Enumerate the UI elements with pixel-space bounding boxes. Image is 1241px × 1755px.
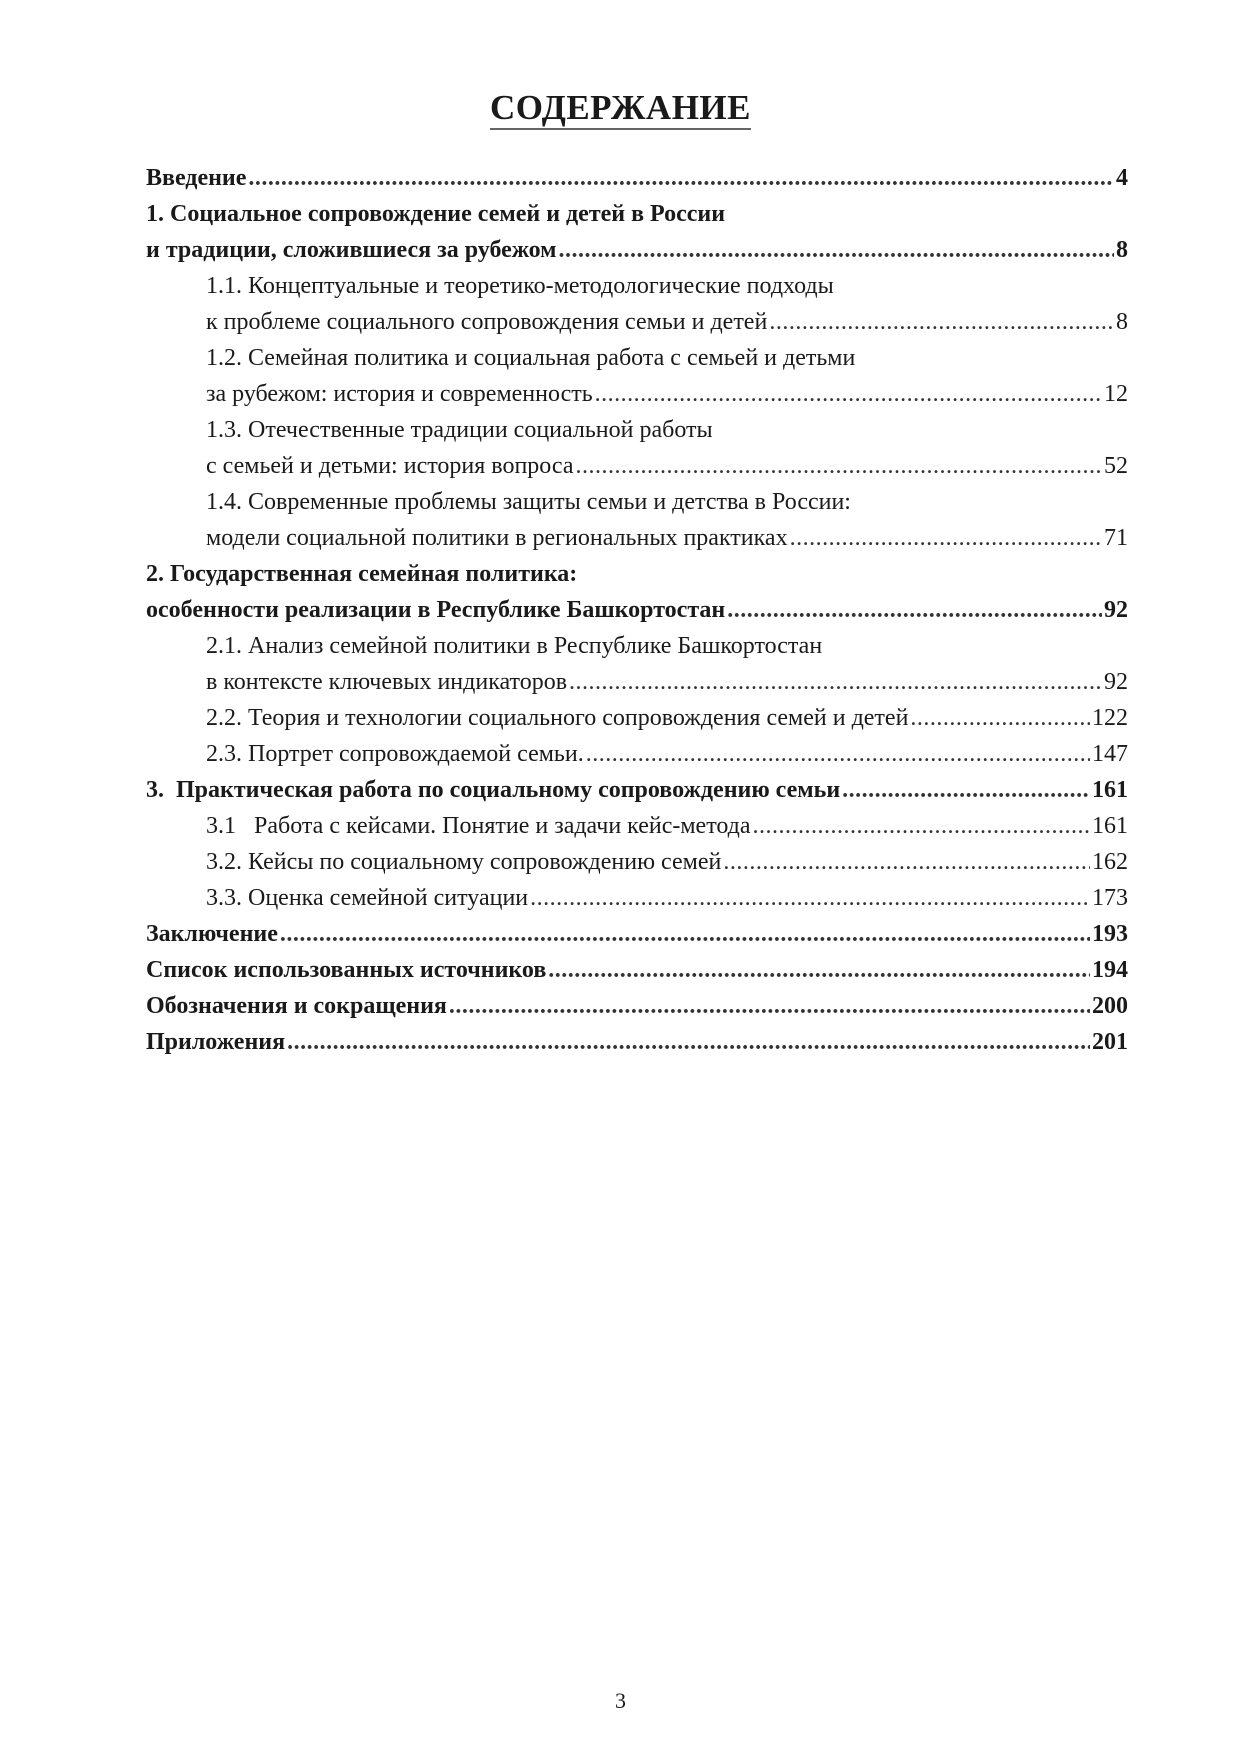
- toc-entry-conclusion[interactable]: [146, 916, 1128, 952]
- dot-leader: [548, 952, 1090, 988]
- toc-entry-title: Введение: [146, 165, 247, 191]
- toc-entry-page: 8: [1116, 309, 1128, 335]
- toc-entry-page: 147: [1092, 741, 1128, 767]
- toc-entry-title: особенности реализации в Республике Башкортостан: [146, 597, 726, 623]
- toc-section-2-1-line-2[interactable]: [146, 664, 1128, 700]
- toc-entry-title: и традиции, сложившиеся за рубежом: [146, 237, 557, 263]
- toc-entry-page: 194: [1092, 957, 1128, 983]
- toc-entry-page: 52: [1104, 453, 1128, 479]
- dot-leader: [287, 1024, 1090, 1060]
- toc-entry-title: 1.1. Концептуальные и теоретико-методологические подходы: [206, 273, 834, 299]
- dot-leader: [910, 700, 1090, 736]
- toc-section-1-4-line-1[interactable]: [146, 484, 1128, 520]
- toc-entry-title: 1. Социальное сопровождение семей и детей в России: [146, 201, 726, 227]
- toc-entry-title: 3.3. Оценка семейной ситуации: [206, 885, 529, 911]
- toc-chapter-2-line-2[interactable]: [146, 592, 1128, 628]
- toc-section-1-1-line-2[interactable]: [146, 304, 1128, 340]
- dot-leader: [842, 772, 1090, 808]
- toc-entry-page: 162: [1092, 849, 1128, 875]
- dot-leader: [280, 916, 1090, 952]
- toc-entry-title: модели социальной политики в региональных практиках: [206, 525, 788, 551]
- toc-entry-page: 173: [1092, 885, 1128, 911]
- dot-leader: [575, 448, 1102, 484]
- toc-entry-appendices[interactable]: [146, 1024, 1128, 1060]
- toc-entry-title: 3. Практическая работа по социальному сопровождению семьи: [146, 777, 841, 803]
- toc-entry-page: 201: [1092, 1029, 1128, 1055]
- dot-leader: [586, 736, 1090, 772]
- toc-entry-title: в контексте ключевых индикаторов: [206, 669, 568, 695]
- toc-section-1-2-line-1[interactable]: [146, 340, 1128, 376]
- dot-leader: [753, 808, 1090, 844]
- dot-leader: [790, 520, 1102, 556]
- toc-entry-page: 71: [1104, 525, 1128, 551]
- toc-entry-title: Список использованных источников: [146, 957, 547, 983]
- toc-section-1-2-line-2[interactable]: [146, 376, 1128, 412]
- toc-entry-title: Заключение: [146, 921, 278, 947]
- toc-section-3-1[interactable]: [146, 808, 1128, 844]
- toc-entry-title: 1.4. Современные проблемы защиты семьи и детства в России:: [206, 489, 851, 515]
- toc-chapter-3[interactable]: [146, 772, 1128, 808]
- dot-leader: [558, 232, 1114, 268]
- dot-leader: [530, 880, 1090, 916]
- toc-entry-title: Обозначения и сокращения: [146, 993, 447, 1019]
- toc-entry-title: Приложения: [146, 1029, 286, 1055]
- page-title-text: СОДЕРЖАНИЕ: [490, 88, 751, 130]
- toc-section-1-4-line-2[interactable]: [146, 520, 1128, 556]
- toc-entry-page: 12: [1104, 381, 1128, 407]
- toc-entry-page: 8: [1116, 237, 1128, 263]
- toc-chapter-1-line-2[interactable]: [146, 232, 1128, 268]
- toc-entry-page: 92: [1104, 597, 1128, 623]
- toc-entry-title: за рубежом: история и современность: [206, 381, 593, 407]
- page-title: [0, 88, 1241, 128]
- toc-entry-page: 122: [1092, 705, 1128, 731]
- toc-entry-title: к проблеме социального сопровождения семьи и детей: [206, 309, 768, 335]
- dot-leader: [449, 988, 1090, 1024]
- toc-entry-title: 3.1 Работа с кейсами. Понятие и задачи кейс-метода: [206, 813, 751, 839]
- toc-entry-page: 4: [1116, 165, 1128, 191]
- table-of-contents: [146, 160, 1128, 1060]
- toc-chapter-1-line-1[interactable]: [146, 196, 1128, 232]
- toc-entry-title: 3.2. Кейсы по социальному сопровождению семей: [206, 849, 722, 875]
- toc-entry-introduction[interactable]: [146, 160, 1128, 196]
- dot-leader: [248, 160, 1114, 196]
- toc-entry-title: с семьей и детьми: история вопроса: [206, 453, 574, 479]
- dot-leader: [727, 592, 1102, 628]
- toc-section-2-2[interactable]: [146, 700, 1128, 736]
- toc-entry-page: 193: [1092, 921, 1128, 947]
- dot-leader: [569, 664, 1102, 700]
- toc-section-3-3[interactable]: [146, 880, 1128, 916]
- toc-entry-title: 2.3. Портрет сопровождаемой семьи.: [206, 741, 584, 767]
- toc-section-2-3[interactable]: [146, 736, 1128, 772]
- toc-entry-title: 2.2. Теория и технологии социального сопровождения семей и детей: [206, 705, 909, 731]
- toc-entry-abbreviations[interactable]: [146, 988, 1128, 1024]
- toc-section-3-2[interactable]: [146, 844, 1128, 880]
- toc-entry-references[interactable]: [146, 952, 1128, 988]
- toc-entry-title: 2.1. Анализ семейной политики в Республике Башкортостан: [206, 633, 823, 659]
- toc-entry-title: 1.2. Семейная политика и социальная работа с семьей и детьми: [206, 345, 856, 371]
- toc-entry-page: 200: [1092, 993, 1128, 1019]
- toc-section-2-1-line-1[interactable]: [146, 628, 1128, 664]
- toc-section-1-3-line-1[interactable]: [146, 412, 1128, 448]
- toc-section-1-1-line-1[interactable]: [146, 268, 1128, 304]
- toc-entry-title: 1.3. Отечественные традиции социальной работы: [206, 417, 713, 443]
- dot-leader: [769, 304, 1114, 340]
- toc-entry-page: 92: [1104, 669, 1128, 695]
- toc-chapter-2-line-1[interactable]: [146, 556, 1128, 592]
- toc-entry-page: 161: [1092, 777, 1128, 803]
- toc-section-1-3-line-2[interactable]: [146, 448, 1128, 484]
- toc-entry-title: 2. Государственная семейная политика:: [146, 561, 578, 587]
- toc-entry-page: 161: [1092, 813, 1128, 839]
- page-number: 3: [615, 1688, 626, 1713]
- dot-leader: [595, 376, 1102, 412]
- dot-leader: [723, 844, 1090, 880]
